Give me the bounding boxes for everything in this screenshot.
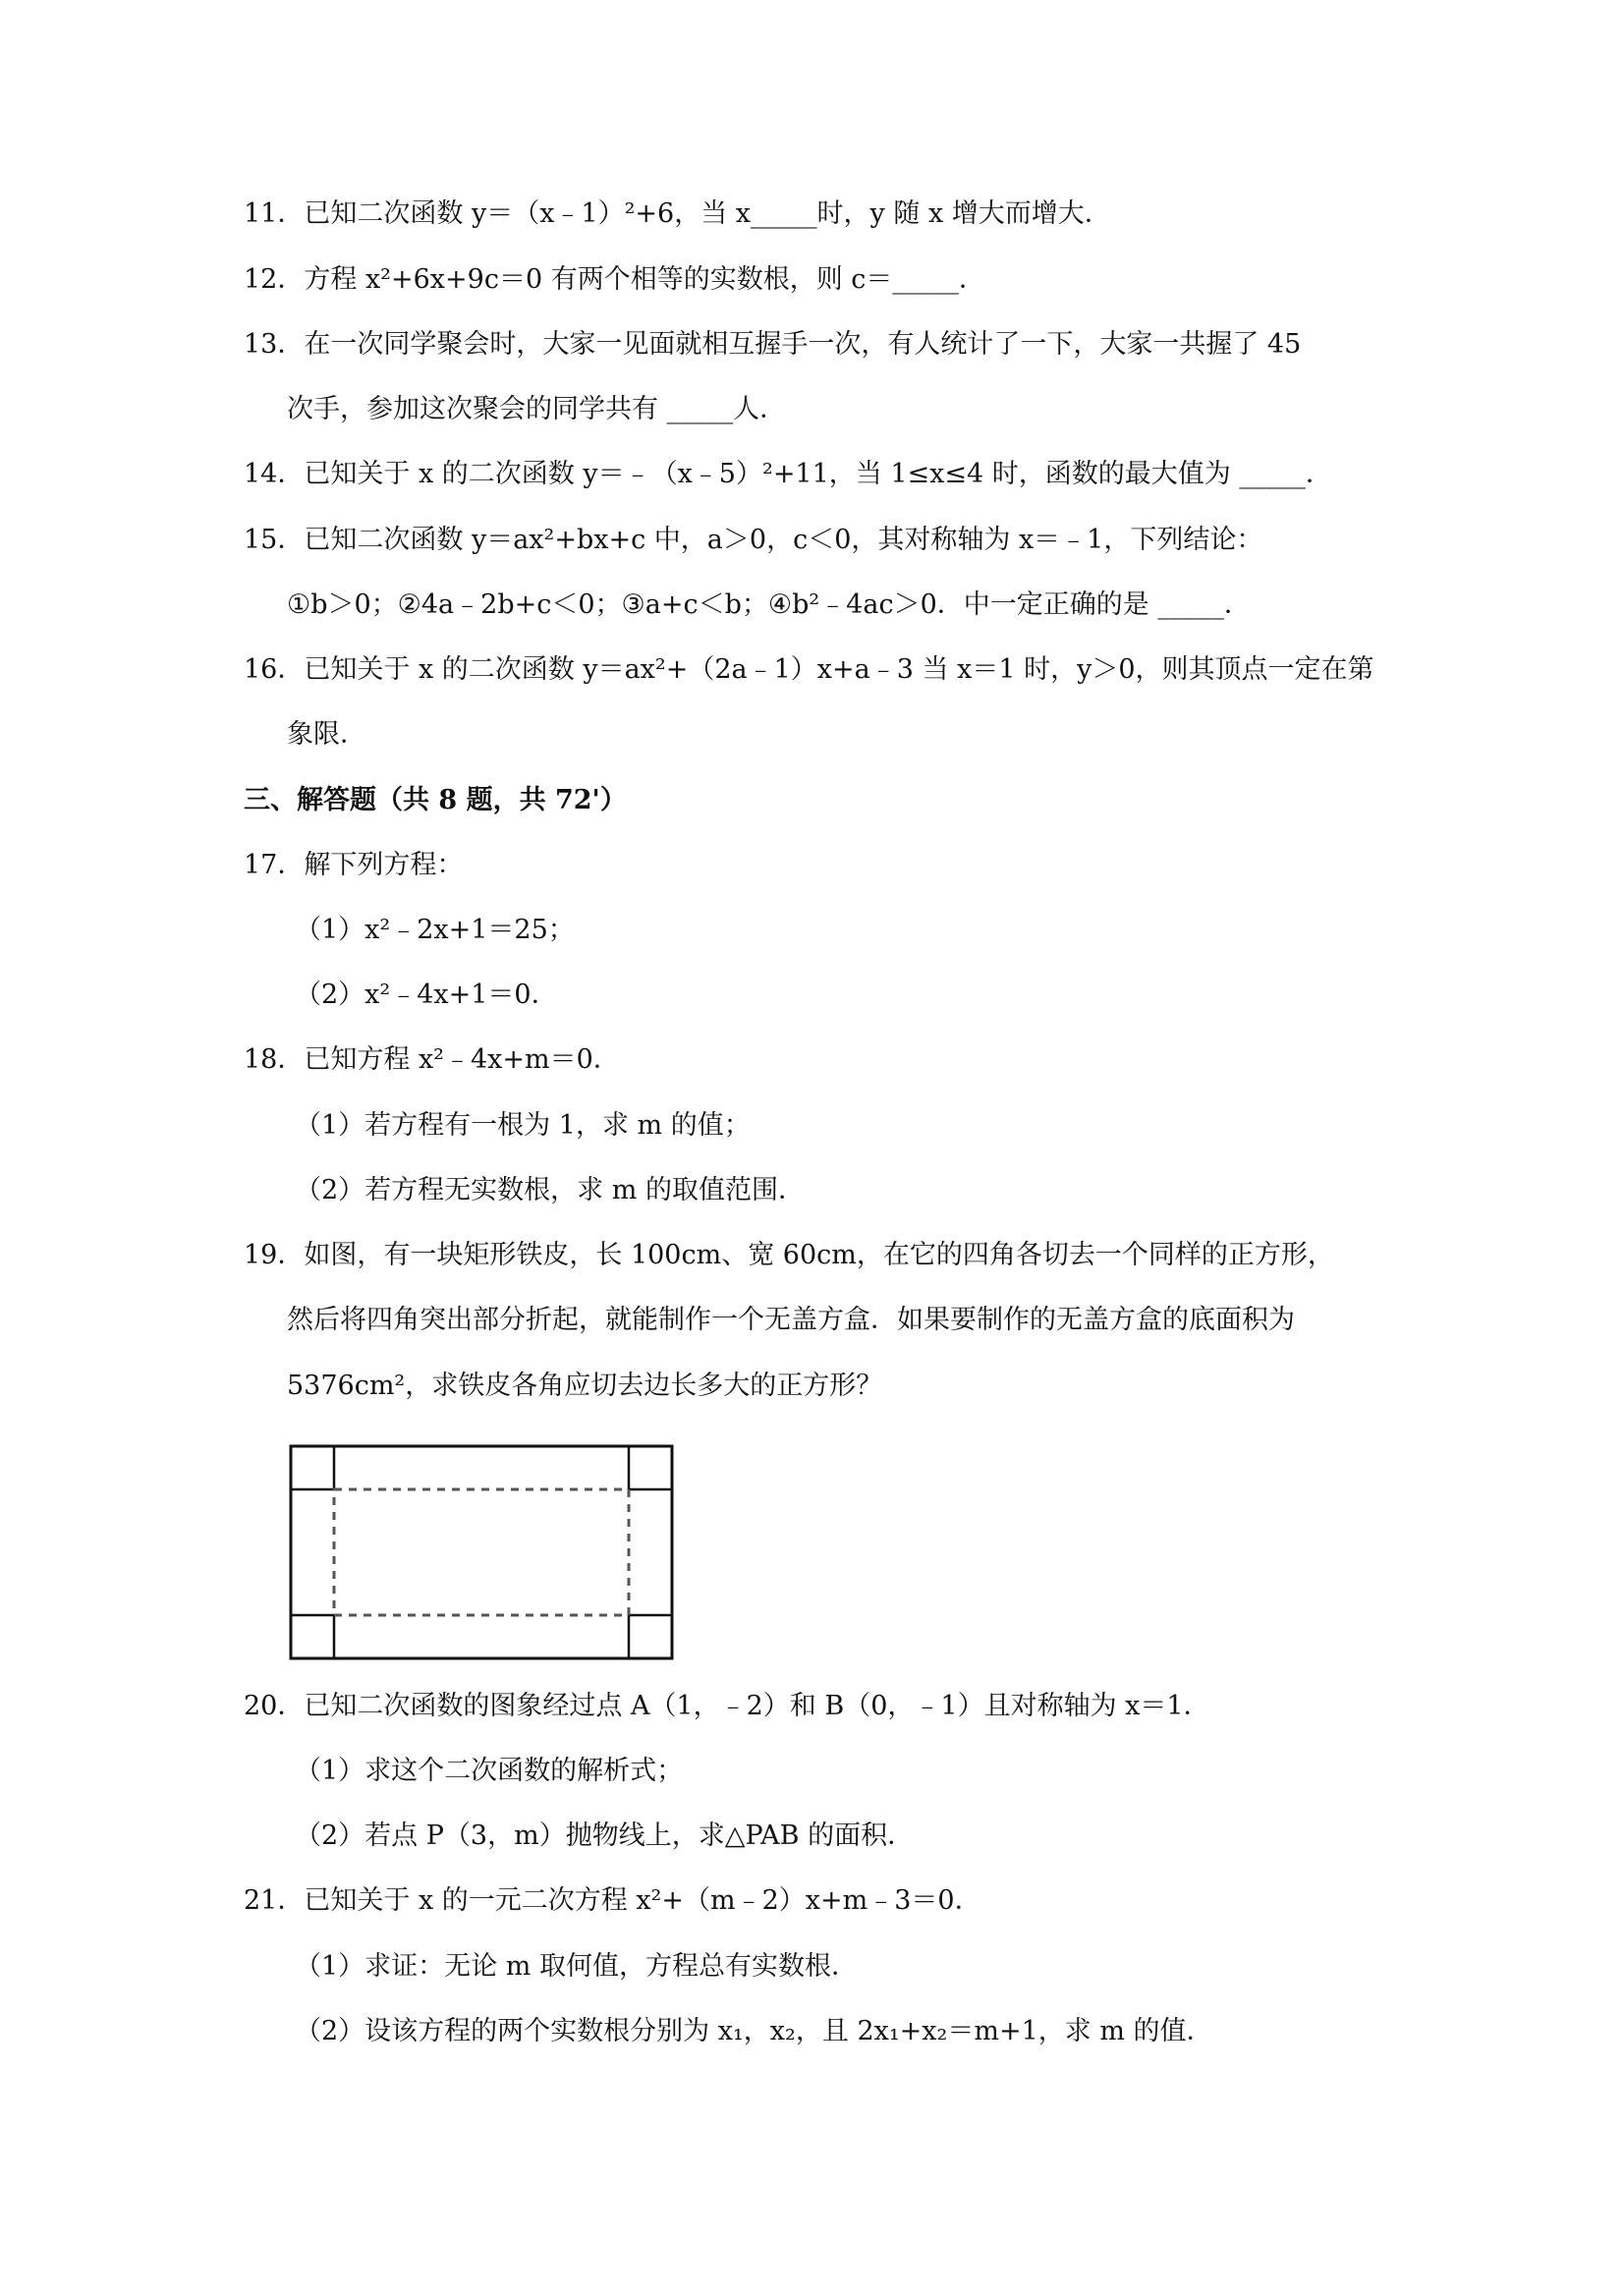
question-line: 15．已知二次函数 y＝ax²+bx+c 中，a＞0，c＜0，其对称轴为 x＝﹣1，下列结论：	[244, 525, 1263, 555]
question-line: （1）若方程有一根为 1，求 m 的值；	[295, 1110, 751, 1141]
question-line: （2）设该方程的两个实数根分别为 x₁，x₂，且 2x₁+x₂＝m+1，求 m 的值．	[295, 2016, 1213, 2046]
question-line: （2）若点 P（3，m）抛物线上，求△PAB 的面积．	[295, 1820, 915, 1851]
rectangle-tin-figure	[289, 1444, 676, 1662]
question-line: （2）若方程无实数根，求 m 的取值范围．	[295, 1175, 805, 1205]
question-line: 象限．	[287, 719, 366, 750]
question-line: （1）求这个二次函数的解析式；	[295, 1756, 684, 1786]
corner-square-top-left	[291, 1446, 334, 1489]
fold-dashed-rectangle	[334, 1489, 629, 1615]
corner-square-bottom-right	[629, 1615, 672, 1658]
question-line: 13．在一次同学聚会时，大家一见面就相互握手一次，有人统计了一下，大家一共握了 45	[244, 329, 1302, 360]
question-line: 17．解下列方程：	[244, 850, 464, 880]
question-line: 19．如图，有一块矩形铁皮，长 100cm、宽 60cm，在它的四角各切去一个同样的正方形，	[244, 1240, 1334, 1270]
question-line: 12．方程 x²+6x+9c＝0 有两个相等的实数根，则 c＝_____．	[244, 264, 985, 295]
corner-square-top-right	[629, 1446, 672, 1489]
question-line: 14．已知关于 x 的二次函数 y＝﹣（x﹣5）²+11，当 1≤x≤4 时，函数的最大值为 _____．	[244, 459, 1332, 489]
question-line: 16．已知关于 x 的二次函数 y＝ax²+（2a﹣1）x+a﹣3 当 x＝1 时，y＞0，则其顶点一定在第	[244, 654, 1374, 685]
question-line: 21．已知关于 x 的一元二次方程 x²+（m﹣2）x+m﹣3＝0．	[244, 1885, 981, 1916]
section-heading: 三、解答题（共 8 题，共 72'）	[244, 785, 627, 815]
question-line: 5376cm²，求铁皮各角应切去边长多大的正方形？	[287, 1371, 883, 1401]
question-line: （2）x²﹣4x+1＝0．	[295, 980, 558, 1010]
question-line: 11．已知二次函数 y＝（x﹣1）²+6，当 x_____时，y 随 x 增大而增大．	[244, 198, 1111, 229]
question-line: 次手，参加这次聚会的同学共有 _____人．	[287, 394, 787, 424]
question-line: （1）x²﹣2x+1＝25；	[295, 915, 575, 945]
question-line: 然后将四角突出部分折起，就能制作一个无盖方盒．如果要制作的无盖方盒的底面积为	[287, 1305, 1295, 1335]
question-line: 18．已知方程 x²﹣4x+m＝0．	[244, 1044, 620, 1075]
question-line: 20．已知二次函数的图象经过点 A（1，﹣2）和 B（0，﹣1）且对称轴为 x＝1．	[244, 1691, 1210, 1721]
question-line: （1）求证：无论 m 取何值，方程总有实数根．	[295, 1951, 858, 1982]
outer-rectangle	[291, 1446, 672, 1658]
question-line: ①b＞0；②4a﹣2b+c＜0；③a+c＜b；④b²﹣4ac＞0．中一定正确的是 _____．	[287, 589, 1251, 620]
corner-square-bottom-left	[291, 1615, 334, 1658]
